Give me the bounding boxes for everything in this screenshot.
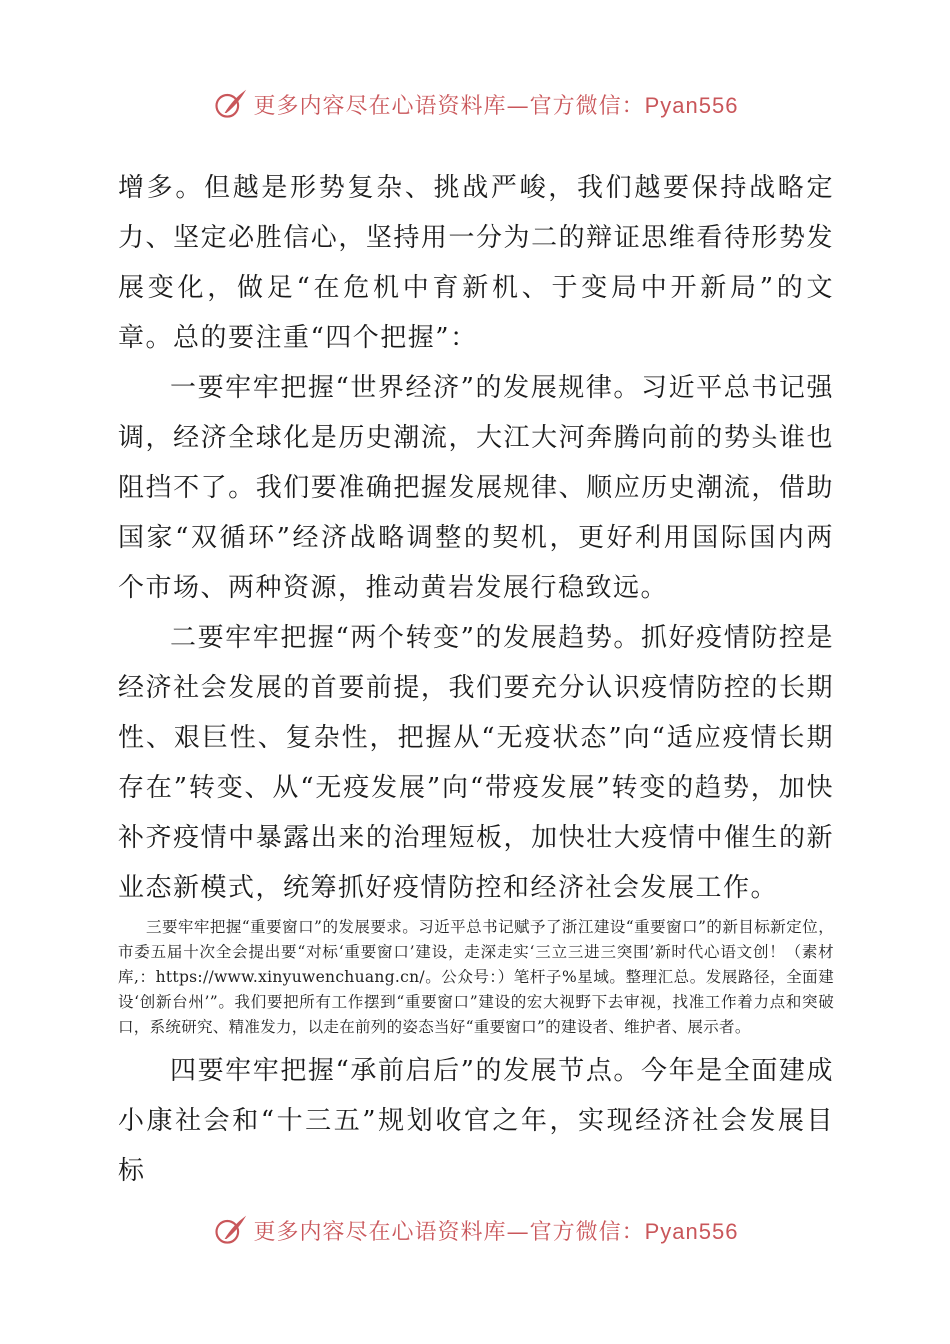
paragraph-point-one: 一要牢牢把握“世界经济”的发展规律。习近平总书记强调，经济全球化是历史潮流，大江大河奔腾向前的势头谁也阻挡不了。我们要准确把握发展规律、顺应历史潮流，借助国家“双循环”经济战略调整的契机，更好利用国际国内两个市场、两种资源，推动黄岩发展行稳致远。 [118, 373, 834, 603]
paragraph-continuation: 增多。但越是形势复杂、挑战严峻，我们越要保持战略定力、坚定必胜信心，坚持用一分为二的辩证思维看待形势发展变化，做足“在危机中育新机、于变局中开新局”的文章。总的要注重“四个把握”： [118, 173, 834, 353]
header-banner [0, 82, 950, 126]
banner-dash: — [506, 93, 530, 119]
paragraph-point-four: 四要牢牢把握“承前启后”的发展节点。今年是全面建成小康社会和“十三五”规划收官之年，实现经济社会发展目标 [118, 1056, 834, 1186]
banner-wechat-label: 官方微信： [529, 1219, 645, 1245]
quill-logo-icon [212, 1212, 248, 1248]
banner-brand: 更多内容尽在心语资料库 [253, 93, 507, 119]
document-body [118, 163, 834, 1196]
paragraph-point-three: 三要牢牢把握“重要窗口”的发展要求。习近平总书记赋予了浙江建设“重要窗口”的新目标新定位，市委五届十次全会提出要“对标‘重要窗口’建设，走深走实‘三立三进三突围’新时代心语文创！（素材库,：https://www.xinyuwenchuang.cn/。公众号：）笔杆子%星域。整理汇总。发展路径，全面建设‘创新台州’”。我们要把所有工作摆到“重要窗口”建设的宏大视野下去审视，找准工作着力点和突破口，系统研究、精准发力，以走在前列的姿态当好“重要窗口”的建设者、维护者、展示者。 [118, 918, 834, 1036]
banner-dash: — [506, 1219, 530, 1245]
banner-wechat-label: 官方微信： [529, 93, 645, 119]
banner-brand: 更多内容尽在心语资料库 [253, 1219, 507, 1245]
banner-wechat-id: Pyan556 [644, 92, 739, 118]
banner-wechat-id: Pyan556 [644, 1218, 739, 1244]
paragraph-point-two: 二要牢牢把握“两个转变”的发展趋势。抓好疫情防控是经济社会发展的首要前提，我们要充分认识疫情防控的长期性、艰巨性、复杂性，把握从“无疫状态”向“适应疫情长期存在”转变、从“无疫发展”向“带疫发展”转变的趋势，加快补齐疫情中暴露出来的治理短板，加快壮大疫情中催生的新业态新模式，统筹抓好疫情防控和经济社会发展工作。 [118, 623, 834, 903]
quill-logo-icon [212, 86, 248, 122]
footer-banner [0, 1208, 950, 1252]
